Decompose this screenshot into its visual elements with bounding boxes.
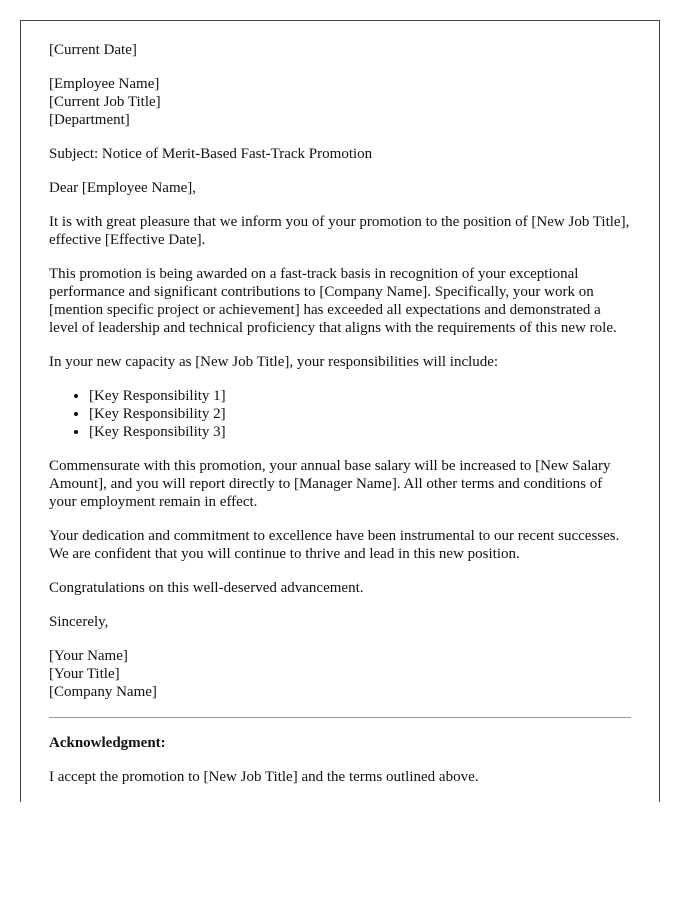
responsibilities-list xyxy=(49,387,631,441)
signature-block xyxy=(49,647,631,701)
recipient-name: [Employee Name] xyxy=(49,76,160,92)
recipient-department: [Department] xyxy=(49,112,130,128)
paragraph-fast-track-reason: This promotion is being awarded on a fast-track basis in recognition of your exceptional performance and significant contributions to [Company Name]. Specifically, your work on [mention specific project or achievement] has exceeded all expectations and demonstrated a level of leadership and technical proficiency that aligns with the requirements of this new role. xyxy=(49,266,617,336)
acknowledgment-text: I accept the promotion to [New Job Title] and the terms outlined above. xyxy=(49,769,479,785)
letter-date: [Current Date] xyxy=(49,42,137,58)
paragraph-dedication: Your dedication and commitment to excellence have been instrumental to our recent successes. We are confident that you will continue to thrive and lead in this new position. xyxy=(49,528,620,562)
recipient-block xyxy=(49,75,631,129)
signature-name: [Your Name] xyxy=(49,648,128,664)
acknowledgment-heading: Acknowledgment: xyxy=(49,735,166,751)
letter-salutation: Dear [Employee Name], xyxy=(49,180,197,196)
paragraph-salary: Commensurate with this promotion, your annual base salary will be increased to [New Salary Amount], and you will report directly to [Manager Name]. All other terms and conditions of your employment remain in effect. xyxy=(49,458,611,510)
letter-body xyxy=(21,21,659,786)
list-item: • [Key Responsibility 1] xyxy=(89,387,631,405)
letter-closing: Sincerely, xyxy=(49,614,109,630)
recipient-title: [Current Job Title] xyxy=(49,94,161,110)
letter-page xyxy=(20,20,660,802)
letter-subject: Subject: Notice of Merit-Based Fast-Track Promotion xyxy=(49,146,373,162)
signature-title: [Your Title] xyxy=(49,666,120,682)
list-item: • [Key Responsibility 3] xyxy=(89,423,631,441)
section-divider xyxy=(49,717,631,718)
paragraph-responsibilities-intro: In your new capacity as [New Job Title], your responsibilities will include: xyxy=(49,354,499,370)
list-item: • [Key Responsibility 2] xyxy=(89,405,631,423)
paragraph-congratulations: Congratulations on this well-deserved advancement. xyxy=(49,580,364,596)
paragraph-promotion-notice: It is with great pleasure that we inform you of your promotion to the position of [New Job Title], effective [Effective Date]. xyxy=(49,214,630,248)
signature-company: [Company Name] xyxy=(49,684,157,700)
